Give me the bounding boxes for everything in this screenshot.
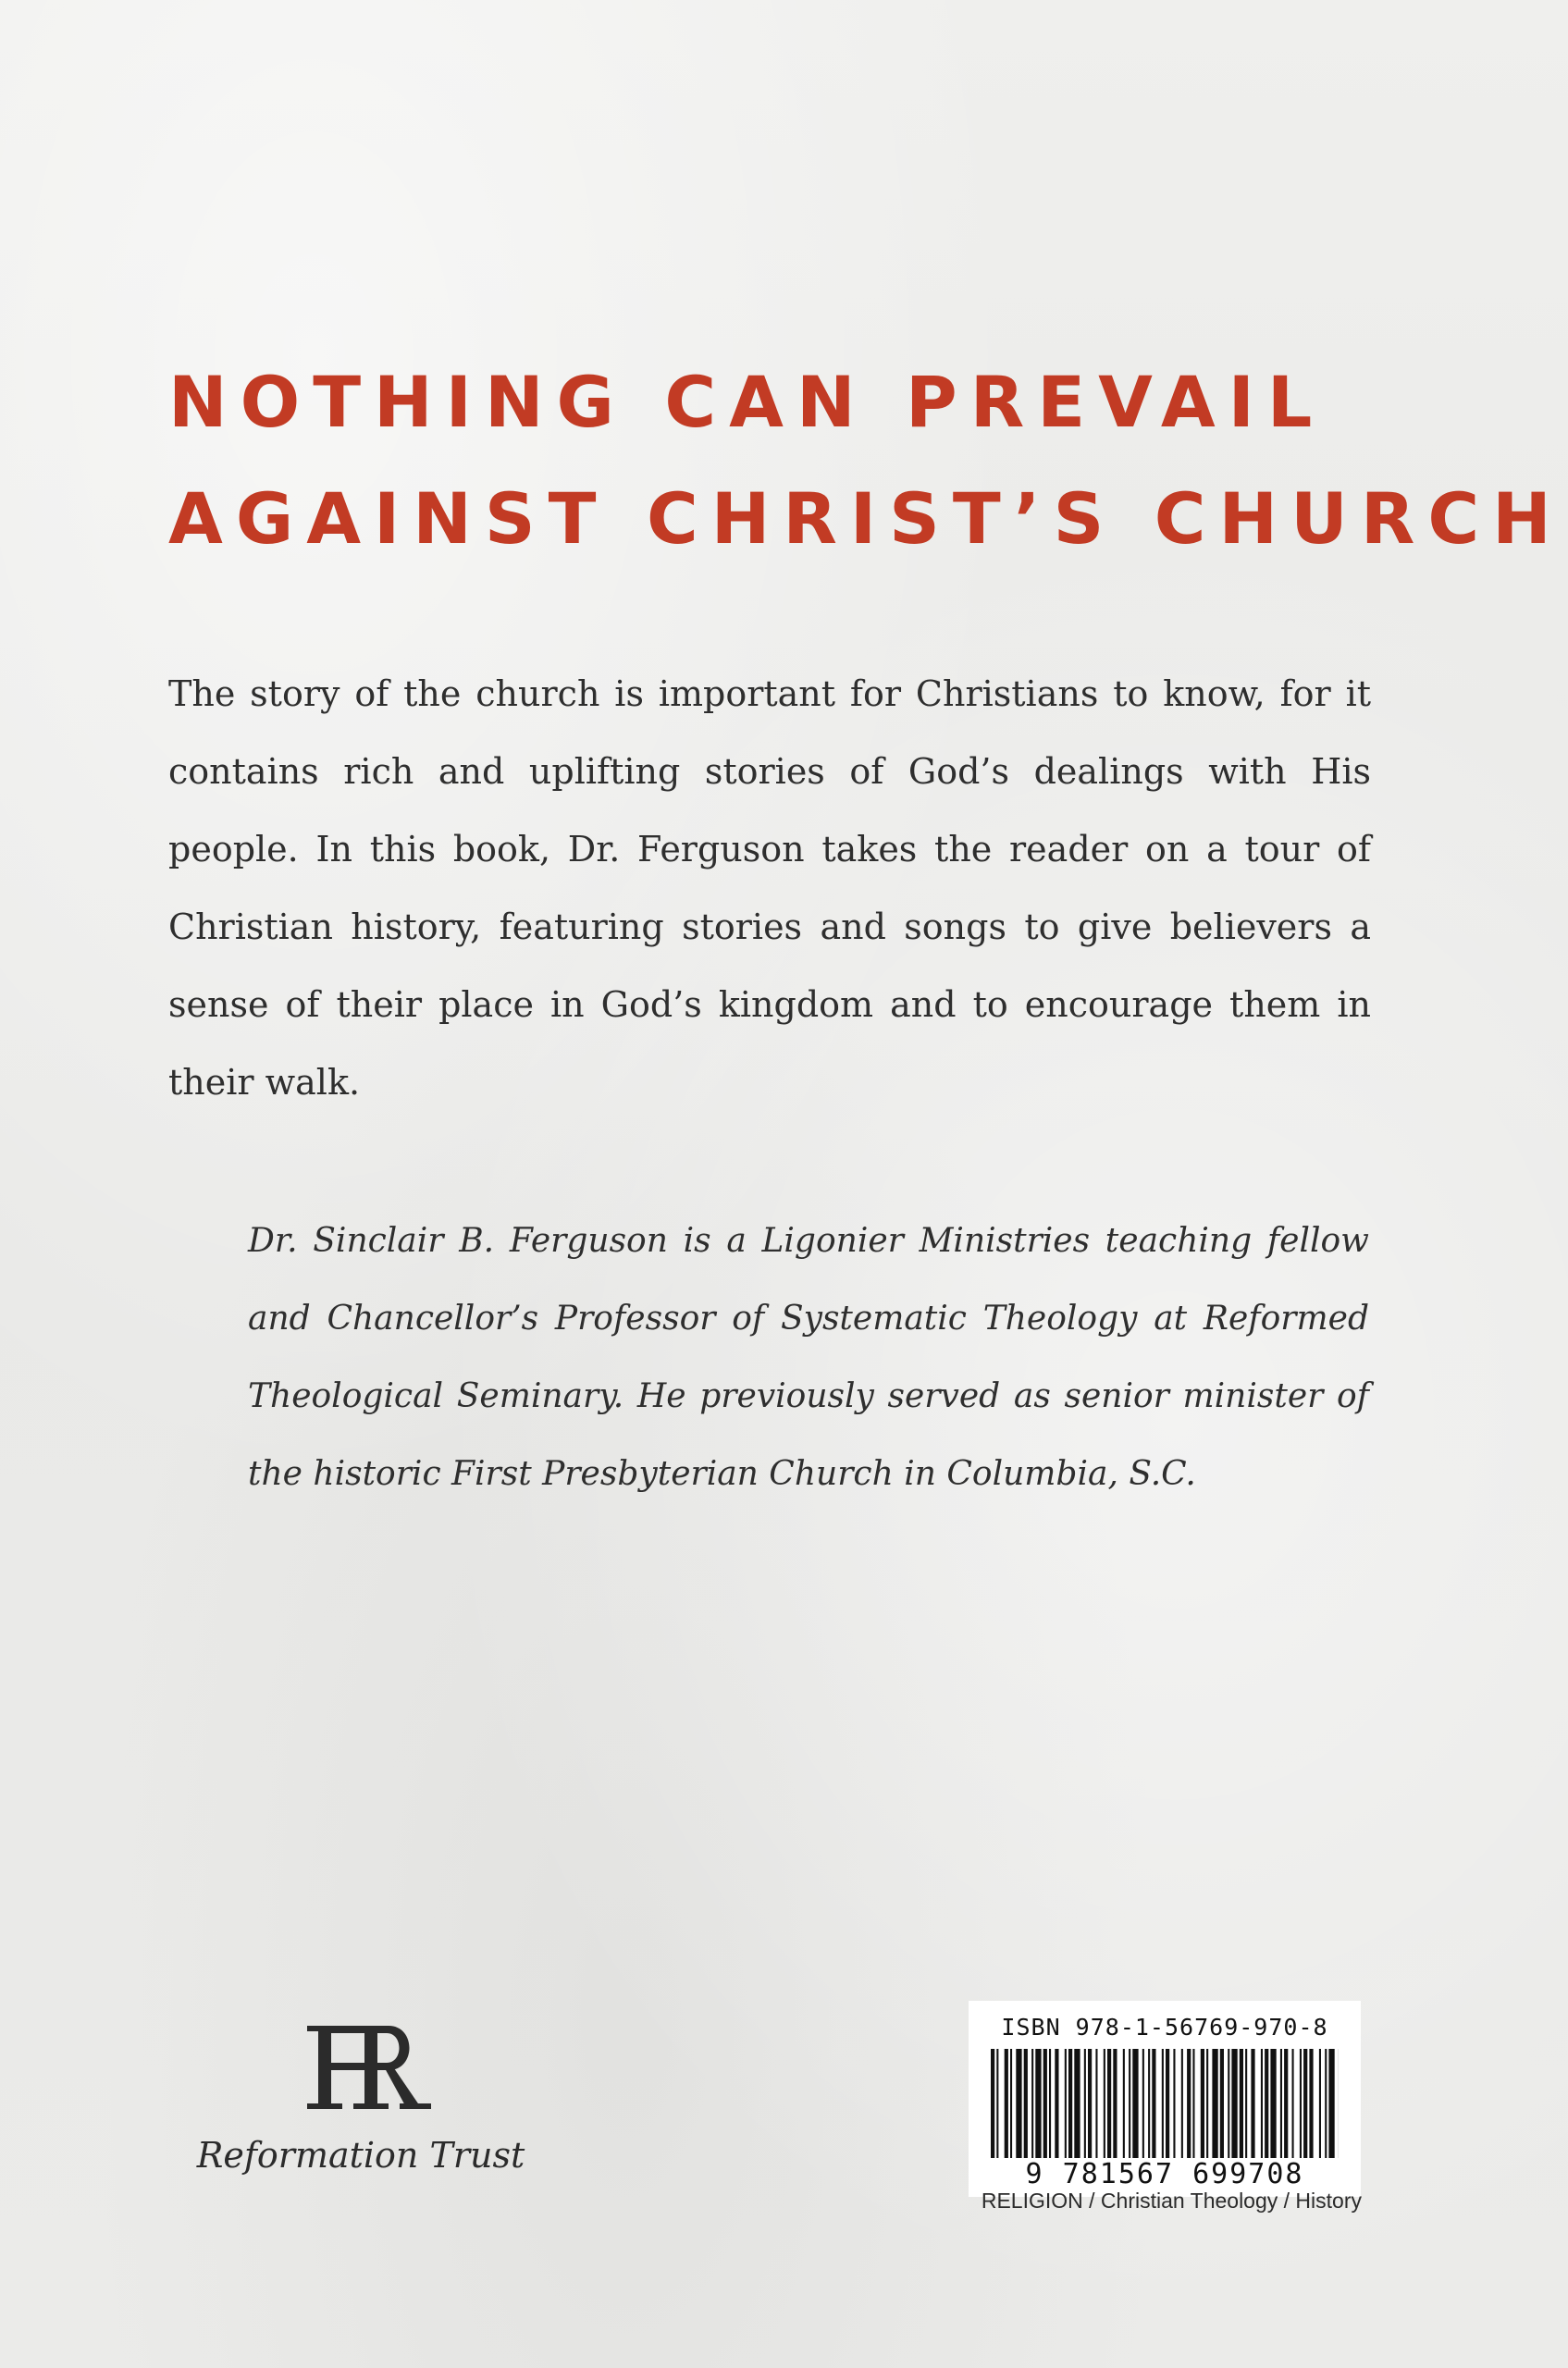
barcode-bar	[996, 2049, 998, 2158]
barcode-bar	[1074, 2049, 1080, 2158]
author-bio: Dr. Sinclair B. Ferguson is a Ligonier Ministries teaching fellow and Chancellor’s Professor of Systematic Theology at Reformed Theological Seminary. He previously served as senior minister of the historic First Presbyterian Church in Columbia, S.C.	[248, 1222, 1369, 1493]
headline-line-1: NOTHING CAN PREVAIL	[168, 361, 1326, 443]
category-label: RELIGION / Christian Theology / History	[981, 2189, 1362, 2213]
barcode-bar	[1187, 2049, 1191, 2158]
headline-line-2: AGAINST CHRIST’S CHURCH	[168, 477, 1564, 560]
barcode-bar	[1010, 2049, 1012, 2158]
barcode-bar	[1166, 2049, 1169, 2158]
publisher-name: Reformation Trust	[196, 2135, 525, 2176]
barcode-bar	[1132, 2049, 1138, 2158]
barcode-bar	[1065, 2049, 1067, 2158]
headline	[168, 344, 1564, 577]
barcode-bar	[1024, 2049, 1028, 2158]
barcode-label	[969, 2001, 1361, 2197]
barcode-bar	[1228, 2049, 1229, 2158]
barcode-bar	[1280, 2049, 1282, 2158]
ean-number: 9 781567 699708	[1025, 2158, 1304, 2190]
barcode-bar	[991, 2049, 994, 2158]
barcode-bar	[1325, 2049, 1327, 2158]
barcode-bar	[1319, 2049, 1321, 2158]
barcode-bar	[1016, 2049, 1021, 2158]
barcode-bar	[1005, 2049, 1008, 2158]
barcode-bar	[1201, 2049, 1204, 2158]
barcode-bar	[1055, 2049, 1058, 2158]
barcode-bar	[1095, 2049, 1097, 2158]
barcode-bar	[1142, 2049, 1144, 2158]
barcode-bar	[1251, 2049, 1254, 2158]
barcode-bar	[1220, 2049, 1224, 2158]
barcode-bar	[1035, 2049, 1041, 2158]
barcode-bar	[1088, 2049, 1092, 2158]
barcode-bar	[1068, 2049, 1072, 2158]
barcode-bar	[1113, 2049, 1117, 2158]
barcode-bar	[1328, 2049, 1334, 2158]
barcode-bar	[1129, 2049, 1130, 2158]
barcode-bar	[1284, 2049, 1288, 2158]
barcode-bar	[1292, 2049, 1294, 2158]
barcode-bar	[1245, 2049, 1247, 2158]
publisher-logo	[176, 2016, 546, 2183]
barcode-bar	[1212, 2049, 1217, 2158]
isbn-number: ISBN 978-1-56769-970-8	[1001, 2014, 1328, 2041]
barcode-bar	[1152, 2049, 1155, 2158]
barcode-icon	[991, 2049, 1339, 2158]
barcode-bar	[1265, 2049, 1268, 2158]
barcode-bar	[1206, 2049, 1208, 2158]
barcode-bar	[1173, 2049, 1175, 2158]
publisher-monogram-glyph	[307, 2026, 431, 2109]
publisher-monogram	[300, 2016, 438, 2118]
barcode-bar	[1300, 2049, 1302, 2158]
barcode-bar	[1084, 2049, 1086, 2158]
book-description: The story of the church is important for Christians to know, for it contains rich and uplifting stories of God’s dealings with His people. In this book, Dr. Ferguson takes the reader on a tour of Christian history, featuring stories and songs to give believers a sense of their place in God’s kingdom and to encourage them in their walk.	[168, 673, 1371, 1103]
barcode-bar	[1309, 2049, 1313, 2158]
barcode-bar	[1107, 2049, 1111, 2158]
barcode-bar	[1181, 2049, 1183, 2158]
barcode-bar	[1231, 2049, 1237, 2158]
barcode-bar	[1162, 2049, 1164, 2158]
barcode-bar	[1104, 2049, 1105, 2158]
barcode-bar	[1123, 2049, 1125, 2158]
barcode-bar	[1192, 2049, 1194, 2158]
barcode-bar	[1240, 2049, 1243, 2158]
barcode-bar	[1303, 2049, 1307, 2158]
barcode-bar	[1049, 2049, 1051, 2158]
barcode-bar	[1270, 2049, 1276, 2158]
barcode-bar	[1261, 2049, 1263, 2158]
barcode-bar	[1043, 2049, 1047, 2158]
barcode-bar	[1148, 2049, 1150, 2158]
barcode-bar	[1031, 2049, 1033, 2158]
